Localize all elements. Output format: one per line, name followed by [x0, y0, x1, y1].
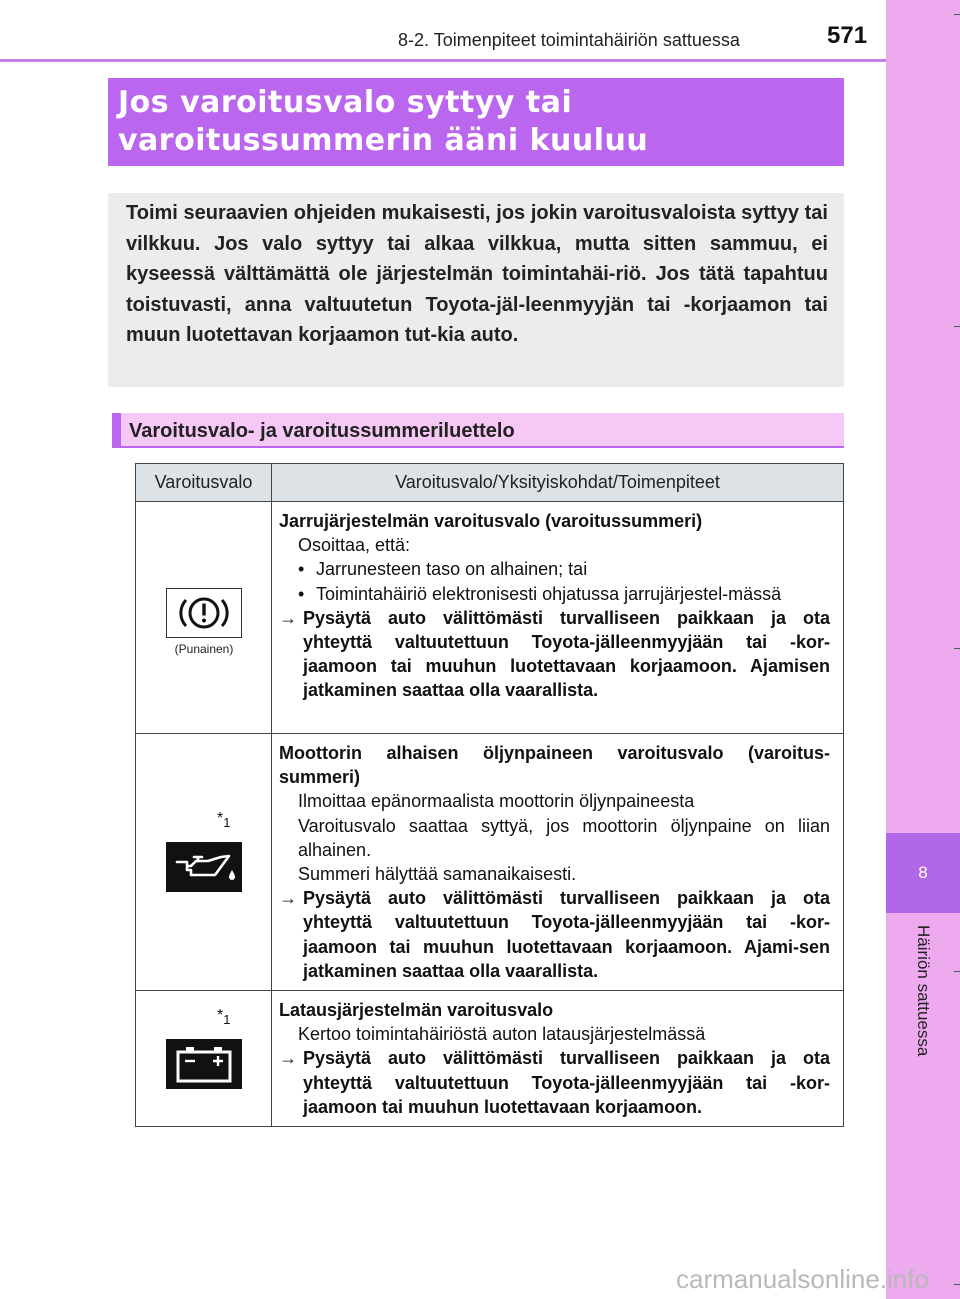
description-line: Kertoo toimintahäiriöstä auton latausjärjestelmässä: [298, 1024, 706, 1045]
warning-light-table: [135, 463, 844, 1127]
table-header-cell: Varoitusvalo: [136, 464, 272, 502]
page-title: [108, 78, 844, 166]
section-subheading: Varoitusvalo- ja varoitussummeriluettelo: [112, 413, 844, 448]
description-cell: [272, 991, 844, 1127]
bullet-item: • Toimintahäiriö elektronisesti ohjatussa jarrujärjestel-mässä: [279, 582, 830, 606]
header-divider: [0, 59, 886, 62]
action-text: [279, 1046, 830, 1119]
intro-text: Toimi seuraavien ohjeiden mukaisesti, jos jokin varoitusvaloista syttyy tai vilkkuu. Jos valo syttyy tai alkaa vilkkua, mutta sitten sammuu, ei kyseessä välttämättä ole järjestelmän toimintahäi-riö. Jos tätä tapahtuu toistuvasti, anna valtuutetun Toyota-jäl-leenmyyjän tai -korjaamon tai muun luotettavan korjaamon tut-kia auto.: [126, 202, 828, 347]
footnote-marker: [217, 1007, 230, 1027]
brake-warning-icon: [166, 588, 242, 638]
description-cell: [272, 734, 844, 991]
trim-mark: [954, 326, 960, 327]
chapter-title-tab: [886, 913, 960, 1173]
warning-title: Latausjärjestelmän varoitusvalo: [279, 1000, 554, 1021]
intro-box: [108, 193, 844, 387]
icon-cell: [136, 502, 272, 734]
action-text: [279, 606, 830, 703]
trim-mark: [954, 971, 960, 972]
footnote-star: *: [217, 810, 224, 827]
description-cell: [272, 502, 844, 734]
footnote-number: 1: [223, 1012, 231, 1028]
arrow-icon: →: [279, 607, 297, 628]
trim-mark: [954, 1284, 960, 1285]
footnote-marker: [217, 810, 230, 830]
warning-title: Jarrujärjestelmän varoitusvalo (varoitussummeri): [279, 511, 703, 531]
table-row: [136, 991, 844, 1127]
page-number: 571: [827, 22, 868, 49]
battery-charge-icon: [166, 1039, 242, 1089]
page-title-line-1: Jos varoitusvalo syttyy tai: [118, 85, 573, 120]
arrow-icon: →: [279, 888, 297, 909]
action-label: Pysäytä auto välittömästi turvalliseen paikkaan ja ota yhteyttä valtuutettuun Toyota-jälleenmyyjään tai -kor-jaamoon tai muuhun luotettavaan korjaamoon. Ajami-sen jatkaminen saattaa olla vaarallista.: [303, 888, 830, 981]
footnote-star: *: [217, 1007, 224, 1025]
table-row: [136, 502, 844, 734]
page-header: [0, 18, 886, 58]
watermark: carmanualsonline.info: [676, 1264, 929, 1294]
chapter-title: Häiriön sattuessa: [914, 925, 933, 1057]
description-line: Osoittaa, että:: [298, 535, 411, 556]
footnote-number: 1: [223, 815, 231, 831]
action-label: Pysäytä auto välittömästi turvalliseen paikkaan ja ota yhteyttä valtuutettuun Toyota-jälleenmyyjään tai -kor-jaamoon tai muuhun luotettavaan korjaamoon. Ajamisen jatkaminen saattaa olla vaarallista.: [303, 607, 830, 701]
icon-cell: [136, 734, 272, 991]
description-line: Ilmoittaa epänormaalista moottorin öljynpaineesta: [298, 791, 695, 812]
page-title-line-2: varoitussummerin ääni kuuluu: [118, 123, 649, 158]
description-line: Summeri hälyttää samanaikaisesti.: [298, 864, 577, 885]
trim-mark: [954, 14, 960, 15]
trim-mark: [954, 648, 960, 649]
icon-cell: [136, 991, 272, 1127]
chapter-number-tab[interactable]: [886, 833, 960, 913]
description-line: Varoitusvalo saattaa syttyä, jos moottorin öljynpaine on liian alhainen.: [298, 815, 830, 860]
arrow-icon: →: [279, 1048, 297, 1069]
action-label: Pysäytä auto välittömästi turvalliseen paikkaan ja ota yhteyttä valtuutettuun Toyota-jälleenmyyjään tai -kor-jaamoon tai muuhun luotettavaan korjaamoon.: [303, 1048, 830, 1117]
icon-caption: (Punainen): [174, 642, 234, 656]
table-row: [136, 734, 844, 991]
warning-title: Moottorin alhaisen öljynpaineen varoitusvalo (varoitus-summeri): [279, 743, 830, 788]
oil-pressure-icon: [166, 842, 242, 892]
section-title: 8-2. Toimenpiteet toimintahäiriön sattuessa: [398, 30, 740, 50]
action-text: [279, 886, 830, 983]
bullet-item: • Jarrunesteen taso on alhainen; tai: [279, 557, 830, 581]
chapter-number: 8: [918, 863, 928, 882]
table-header-cell: Varoitusvalo/Yksityiskohdat/Toimenpiteet: [272, 464, 844, 502]
table-header-row: [136, 464, 844, 502]
